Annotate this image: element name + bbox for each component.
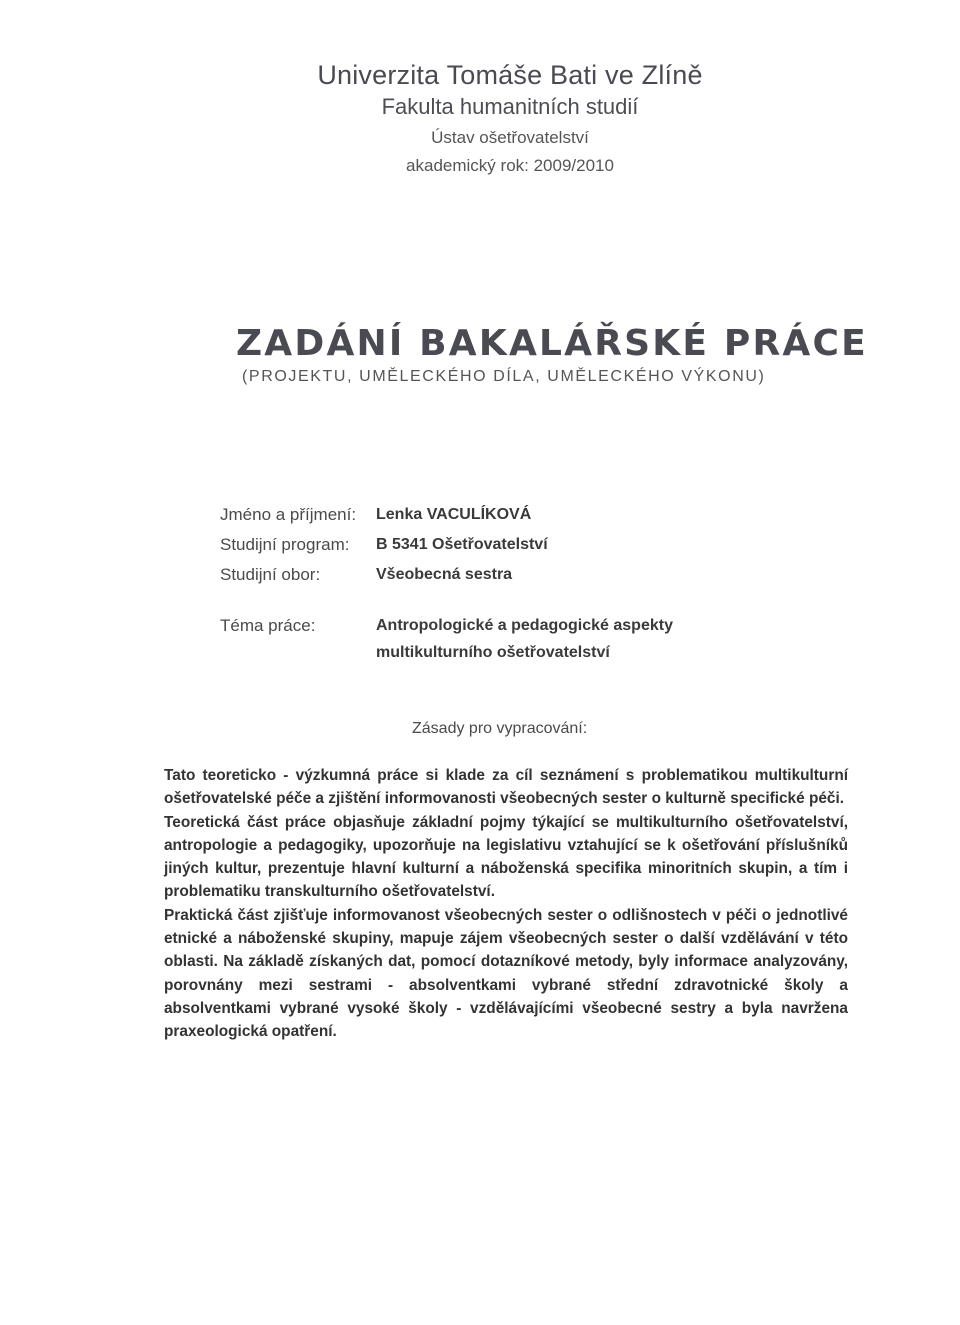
- institution-header: [300, 58, 720, 178]
- name-value: Lenka VACULÍKOVÁ: [376, 506, 532, 523]
- program-row: [220, 530, 820, 560]
- branch-value: Všeobecná sestra: [376, 566, 513, 583]
- institute-name: Ústav ošetřovatelství: [431, 128, 589, 147]
- topic-label: Téma práce:: [220, 616, 316, 635]
- name-label: Jméno a příjmení:: [220, 505, 357, 524]
- document-title: ZADÁNÍ BAKALÁŘSKÉ PRÁCE: [236, 323, 868, 364]
- guidelines-paragraph-practice: Praktická část zjišťuje informovanost všeobecných sester o odlišnostech v péči o jednotlivé etnické a náboženské skupiny, mapuje zájem všeobecných sester o další vzdělávání v této oblasti. Na základě získaných dat, pomocí dotazníkové metody, byly informace analyzovány, porovnány mezi sestrami - absolventkami vybrané střední zdravotnické školy a absolventkami vybrané vysoké školy - vzdělávajícími všeobecné sestry a byla navržena praxeologická opatření.: [164, 906, 848, 1041]
- program-label: Studijní program:: [220, 535, 350, 554]
- program-value: B 5341 Ošetřovatelství: [376, 536, 548, 553]
- faculty-name: Fakulta humanitních studií: [381, 94, 639, 119]
- university-name: Univerzita Tomáše Bati ve Zlíně: [317, 60, 703, 90]
- topic-row: [220, 612, 820, 666]
- branch-label: Studijní obor:: [220, 565, 321, 584]
- guidelines-body: [164, 764, 848, 1044]
- academic-year: akademický rok: 2009/2010: [406, 156, 614, 175]
- student-info: [220, 500, 820, 590]
- document-subtitle: (PROJEKTU, UMĚLECKÉHO DÍLA, UMĚLECKÉHO VÝKONU): [242, 368, 766, 385]
- name-row: [220, 500, 820, 530]
- guidelines-paragraph-theory: Teoretická část práce objasňuje základní pojmy týkající se multikulturního ošetřovatelství, antropologie a pedagogiky, upozorňuje na legislativu vztahující se k ošetřování příslušníků jiných kultur, prezentuje hlavní kulturní a náboženská specifika minoritních skupin, a tím i problematiku transkulturního ošetřovatelství.: [164, 813, 848, 901]
- branch-row: [220, 560, 820, 590]
- guidelines-paragraph-intro: Tato teoreticko - výzkumná práce si klade za cíl seznámení s problematikou multikulturní ošetřovatelské péče a zjištění informovanosti všeobecných sester o kulturně specifické péči.: [164, 767, 848, 808]
- topic-value: Antropologické a pedagogické aspekty multikulturního ošetřovatelství: [376, 617, 673, 661]
- guidelines-heading: Zásady pro vypracování:: [412, 720, 588, 737]
